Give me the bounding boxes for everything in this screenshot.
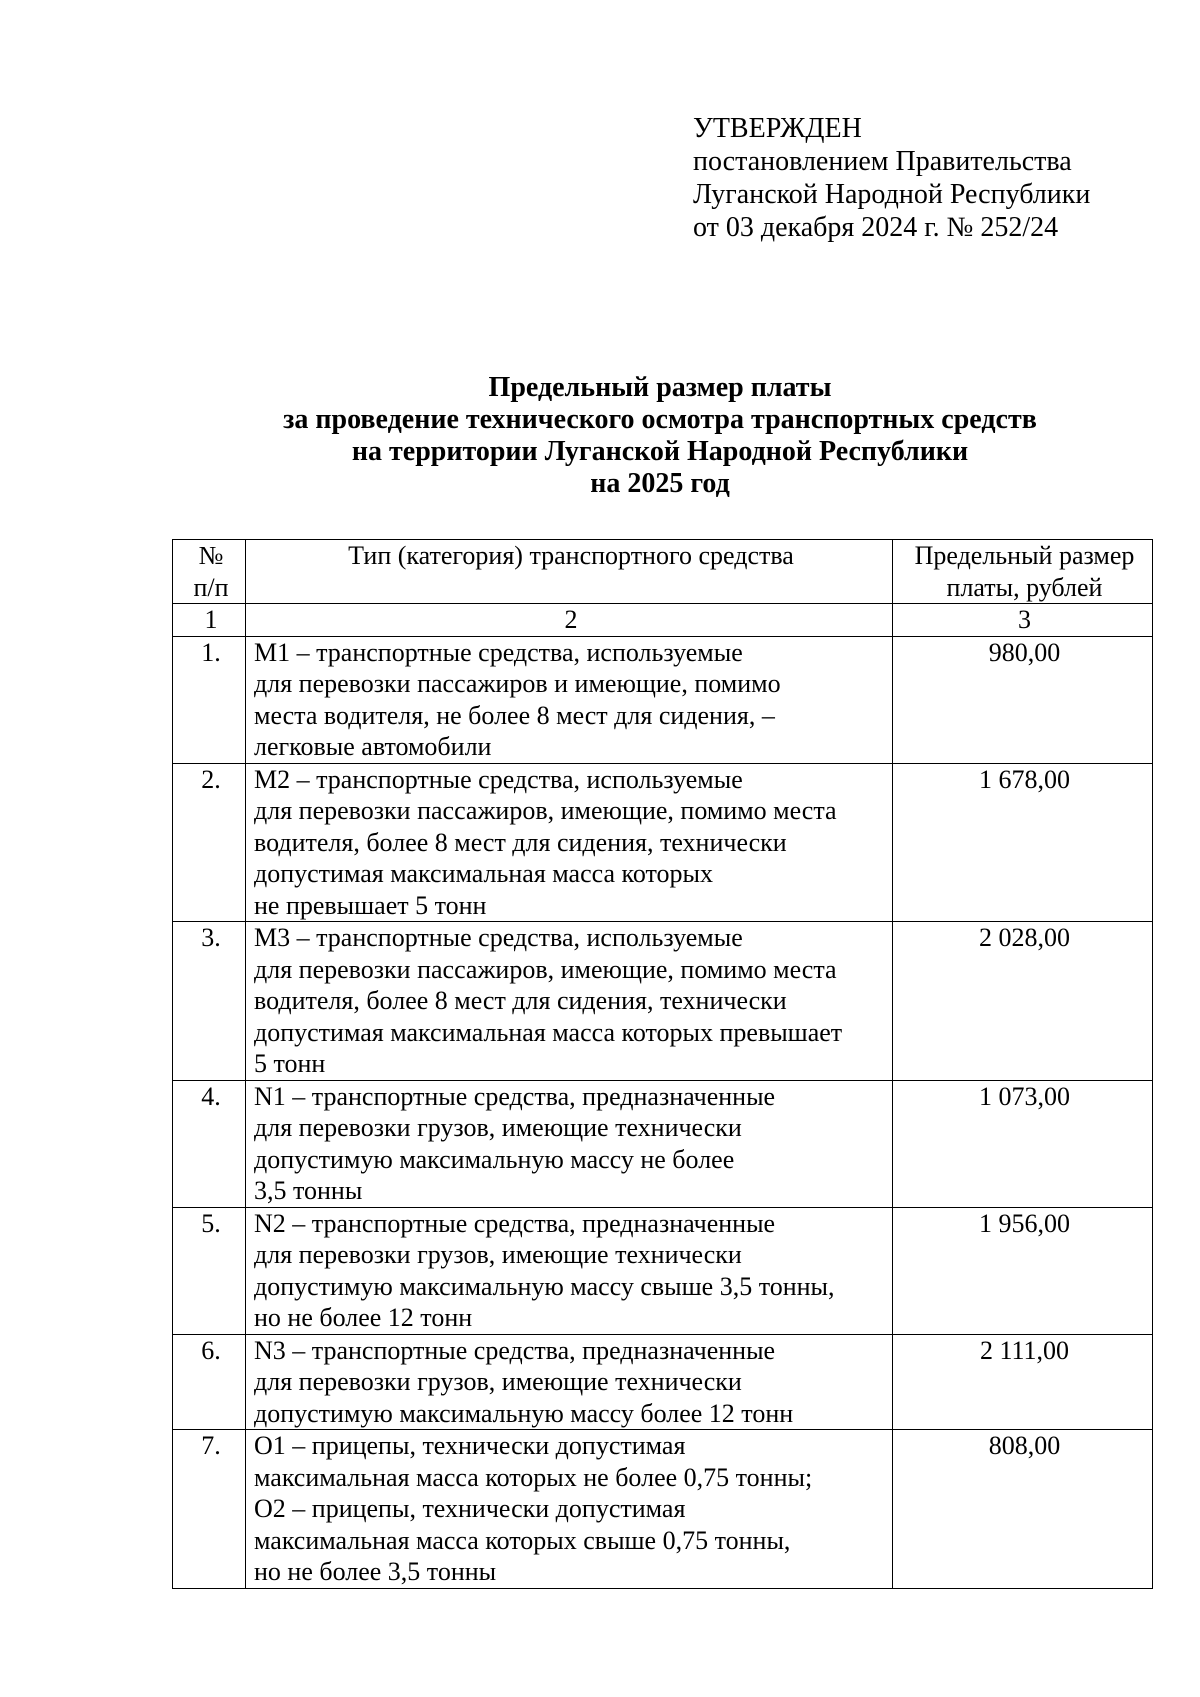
- description-line: 5 тонн: [254, 1049, 326, 1078]
- title-line: Предельный размер платы: [488, 372, 832, 403]
- vehicle-category-description: [246, 1430, 893, 1589]
- row-number: 3.: [173, 922, 246, 1081]
- table-index-row: [173, 604, 1153, 637]
- column-index: 2: [246, 604, 893, 637]
- table-row: [173, 636, 1153, 763]
- max-fee-value: 1 073,00: [893, 1080, 1153, 1207]
- description-line: М2 – транспортные средства, используемые: [254, 764, 743, 794]
- description-line: но не более 3,5 тонны: [254, 1557, 497, 1586]
- description-line: водителя, более 8 мест для сидения, технически: [254, 827, 787, 857]
- description-line: N1 – транспортные средства, предназначенные: [254, 1081, 776, 1111]
- table-row: [173, 1334, 1153, 1430]
- row-number: 5.: [173, 1207, 246, 1334]
- description-line: допустимую максимальную массу свыше 3,5 тонны,: [254, 1271, 835, 1301]
- description-line: не превышает 5 тонн: [254, 890, 487, 920]
- approval-date-line: от 03 декабря 2024 г. № 252/24: [693, 212, 1059, 243]
- title-line: на территории Луганской Народной Республики: [351, 436, 969, 467]
- approval-line: постановлением Правительства: [693, 146, 1072, 177]
- description-line: допустимую максимальную массу не более: [254, 1144, 735, 1174]
- max-fee-value: 2 028,00: [893, 922, 1153, 1081]
- description-line: для перевозки пассажиров, имеющие, помимо места: [254, 796, 837, 825]
- approval-stamp: [693, 112, 1090, 244]
- description-line: допустимая максимальная масса которых: [254, 859, 713, 888]
- fee-table: [172, 539, 1153, 1589]
- description-line: O2 – прицепы, технически допустимая: [254, 1494, 686, 1523]
- table-row: [173, 1207, 1153, 1334]
- document-title: [160, 372, 1160, 500]
- fee-table-body: [173, 636, 1153, 1588]
- max-fee-value: 980,00: [893, 636, 1153, 763]
- row-number: 2.: [173, 763, 246, 922]
- description-line: допустимая максимальная масса которых превышает: [254, 1017, 843, 1047]
- header-number-line: п/п: [193, 572, 229, 602]
- description-line: для перевозки грузов, имеющие технически: [254, 1113, 742, 1142]
- table-row: [173, 763, 1153, 922]
- description-line: для перевозки грузов, имеющие технически: [254, 1240, 742, 1269]
- header-price-line: Предельный размер: [914, 541, 1135, 570]
- row-number: 4.: [173, 1080, 246, 1207]
- vehicle-category-description: [246, 636, 893, 763]
- description-line: легковые автомобили: [254, 732, 492, 761]
- max-fee-value: 808,00: [893, 1430, 1153, 1589]
- header-price: [893, 540, 1153, 604]
- description-line: максимальная масса которых не более 0,75 тонны;: [254, 1462, 813, 1492]
- description-line: М1 – транспортные средства, используемые: [254, 637, 743, 667]
- description-line: для перевозки грузов, имеющие технически: [254, 1367, 742, 1396]
- row-number: 6.: [173, 1334, 246, 1430]
- vehicle-category-description: [246, 1080, 893, 1207]
- title-line: за проведение технического осмотра транспортных средств: [283, 404, 1037, 435]
- title-line: на 2025 год: [590, 468, 730, 499]
- description-line: для перевозки пассажиров и имеющие, помимо: [254, 669, 781, 698]
- description-line: места водителя, не более 8 мест для сидения, –: [254, 700, 775, 730]
- column-index: 1: [173, 604, 246, 637]
- header-price-line: платы, рублей: [946, 572, 1103, 602]
- description-line: максимальная масса которых свыше 0,75 тонны,: [254, 1525, 791, 1555]
- header-number-line: №: [198, 541, 224, 570]
- approval-line: Луганской Народной Республики: [693, 179, 1091, 210]
- vehicle-category-description: [246, 763, 893, 922]
- max-fee-value: 1 956,00: [893, 1207, 1153, 1334]
- description-line: N2 – транспортные средства, предназначенные: [254, 1208, 776, 1238]
- table-header-row: [173, 540, 1153, 604]
- vehicle-category-description: [246, 922, 893, 1081]
- row-number: 7.: [173, 1430, 246, 1589]
- vehicle-category-description: [246, 1207, 893, 1334]
- description-line: но не более 12 тонн: [254, 1303, 473, 1332]
- description-line: N3 – транспортные средства, предназначенные: [254, 1335, 776, 1365]
- row-number: 1.: [173, 636, 246, 763]
- table-row: [173, 1430, 1153, 1589]
- max-fee-value: 1 678,00: [893, 763, 1153, 922]
- description-line: O1 – прицепы, технически допустимая: [254, 1431, 686, 1460]
- approval-heading: УТВЕРЖДЕН: [693, 113, 862, 144]
- header-number: [173, 540, 246, 604]
- column-index: 3: [893, 604, 1153, 637]
- table-row: [173, 922, 1153, 1081]
- description-line: водителя, более 8 мест для сидения, технически: [254, 986, 787, 1015]
- description-line: для перевозки пассажиров, имеющие, помимо места: [254, 954, 837, 984]
- max-fee-value: 2 111,00: [893, 1334, 1153, 1430]
- header-vehicle-type: Тип (категория) транспортного средства: [246, 540, 893, 604]
- description-line: М3 – транспортные средства, используемые: [254, 923, 743, 952]
- description-line: 3,5 тонны: [254, 1176, 363, 1205]
- vehicle-category-description: [246, 1334, 893, 1430]
- description-line: допустимую максимальную массу более 12 тонн: [254, 1398, 794, 1428]
- table-row: [173, 1080, 1153, 1207]
